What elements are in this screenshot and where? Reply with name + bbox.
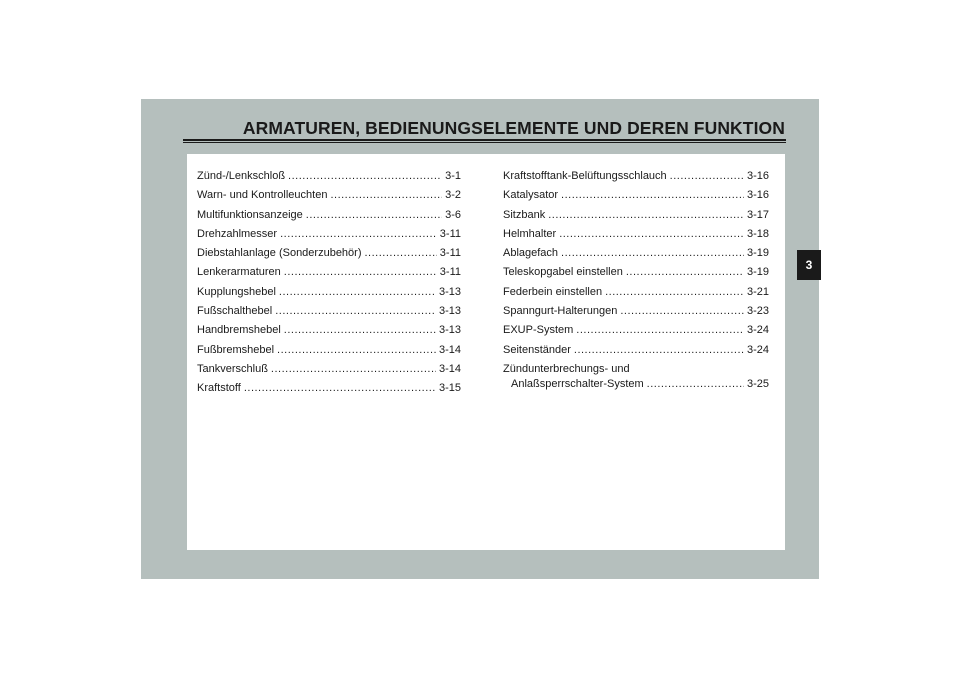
dot-leader <box>605 286 744 298</box>
dot-leader <box>561 247 744 259</box>
toc-entry-label: Kupplungshebel <box>197 285 276 298</box>
toc-entry-label: Fußschalthebel <box>197 305 273 318</box>
toc-entry[interactable] <box>503 324 769 343</box>
toc-entry-page: 3-19 <box>746 266 769 279</box>
toc-entry[interactable] <box>197 247 461 266</box>
toc-entry[interactable] <box>503 286 769 305</box>
toc-entry-multiline[interactable] <box>503 363 769 397</box>
toc-entry-page: 3-23 <box>746 305 769 318</box>
toc-entry-page: 3-13 <box>438 324 461 337</box>
dot-leader <box>647 378 744 390</box>
dot-leader <box>626 266 744 278</box>
toc-right-column <box>503 170 769 397</box>
toc-entry-page: 3-14 <box>438 362 461 375</box>
toc-entry[interactable] <box>503 189 769 208</box>
toc-entry-page: 3-6 <box>445 208 461 221</box>
toc-entry-page: 3-24 <box>746 343 769 356</box>
toc-entry-label: Multifunktionsanzeige <box>197 208 303 221</box>
toc-entry-label: Kraftstoff <box>197 382 241 395</box>
toc-entry[interactable] <box>197 209 461 228</box>
toc-entry-page: 3-25 <box>746 377 769 390</box>
toc-entry-label: Helmhalter <box>503 227 557 240</box>
toc-entry-page: 3-13 <box>438 305 461 318</box>
toc-entry-label: Zünd-/Lenkschloß <box>197 170 286 182</box>
title-underline <box>183 139 786 143</box>
toc-left-column <box>197 170 461 402</box>
toc-entry-page: 3-13 <box>438 285 461 298</box>
dot-leader <box>271 363 436 375</box>
dot-leader <box>561 189 744 201</box>
toc-panel <box>187 154 785 550</box>
toc-entry-label: EXUP-System <box>503 324 574 337</box>
dot-leader <box>284 266 437 278</box>
toc-entry-page: 3-1 <box>445 170 461 182</box>
toc-entry[interactable] <box>197 344 461 363</box>
toc-entry-label: Federbein einstellen <box>503 285 603 298</box>
dot-leader <box>548 209 744 221</box>
toc-entry-label: Drehzahlmesser <box>197 227 278 240</box>
toc-entry[interactable] <box>197 324 461 343</box>
dot-leader <box>277 344 436 356</box>
dot-leader <box>574 344 744 356</box>
toc-entry[interactable] <box>503 228 769 247</box>
toc-entry-label-line2: Anlaßsperrschalter-System <box>511 377 644 390</box>
toc-entry-label: Handbremshebel <box>197 324 281 337</box>
toc-entry-label: Tankverschluß <box>197 362 268 375</box>
toc-entry-label: Teleskopgabel einstellen <box>503 266 623 279</box>
dot-leader <box>365 247 437 259</box>
toc-entry[interactable] <box>197 286 461 305</box>
toc-entry-label: Warn- und Kontrolleuchten <box>197 189 328 202</box>
toc-entry[interactable] <box>503 170 769 189</box>
toc-entry-label: Ablagefach <box>503 247 559 260</box>
toc-entry[interactable] <box>197 305 461 324</box>
toc-entry-page: 3-21 <box>746 285 769 298</box>
toc-entry[interactable] <box>197 363 461 382</box>
dot-leader <box>284 324 436 336</box>
dot-leader <box>559 228 744 240</box>
toc-entry-page: 3-19 <box>746 247 769 260</box>
toc-entry[interactable] <box>197 382 461 401</box>
toc-entry-page: 3-11 <box>439 227 461 240</box>
dot-leader <box>288 170 442 182</box>
toc-entry-page: 3-11 <box>439 266 461 279</box>
toc-entry[interactable] <box>503 266 769 285</box>
dot-leader <box>620 305 744 317</box>
toc-entry-page: 3-15 <box>438 382 461 395</box>
page-title: ARMATUREN, BEDIENUNGSELEMENTE UND DEREN FUNKTION <box>242 118 785 138</box>
toc-entry[interactable] <box>197 170 461 189</box>
dot-leader <box>670 170 744 182</box>
toc-entry-page: 3-11 <box>439 247 461 260</box>
toc-entry-page: 3-14 <box>438 343 461 356</box>
toc-entry[interactable] <box>197 266 461 285</box>
dot-leader <box>576 324 744 336</box>
toc-entry-page: 3-2 <box>445 189 461 202</box>
dot-leader <box>280 228 437 240</box>
toc-entry-label-line1: Zündunterbrechungs- und <box>503 362 630 375</box>
toc-entry-label: Lenkerarmaturen <box>197 266 281 279</box>
toc-entry-label: Fußbremshebel <box>197 343 275 356</box>
toc-entry-label: Katalysator <box>503 189 559 202</box>
toc-entry-label: Sitzbank <box>503 208 546 221</box>
chapter-tab[interactable]: 3 <box>797 250 821 280</box>
toc-entry-label: Kraftstofftank-Belüftungsschlauch <box>503 170 667 182</box>
toc-entry-label: Diebstahlanlage (Sonderzubehör) <box>197 247 362 260</box>
dot-leader <box>275 305 436 317</box>
toc-entry-page: 3-16 <box>746 189 769 202</box>
dot-leader <box>279 286 436 298</box>
toc-entry-page: 3-17 <box>746 208 769 221</box>
toc-entry-label: Seitenständer <box>503 343 571 356</box>
toc-entry[interactable] <box>503 247 769 266</box>
dot-leader <box>306 209 442 221</box>
toc-entry[interactable] <box>503 209 769 228</box>
toc-entry-page: 3-18 <box>746 227 769 240</box>
dot-leader <box>244 382 436 394</box>
toc-entry[interactable] <box>503 344 769 363</box>
toc-entry-page: 3-16 <box>746 170 769 182</box>
toc-entry[interactable] <box>503 305 769 324</box>
toc-entry-label: Spanngurt-Halterungen <box>503 305 618 318</box>
dot-leader <box>330 189 442 201</box>
toc-entry[interactable] <box>197 189 461 208</box>
toc-entry[interactable] <box>197 228 461 247</box>
toc-entry-page: 3-24 <box>746 324 769 337</box>
